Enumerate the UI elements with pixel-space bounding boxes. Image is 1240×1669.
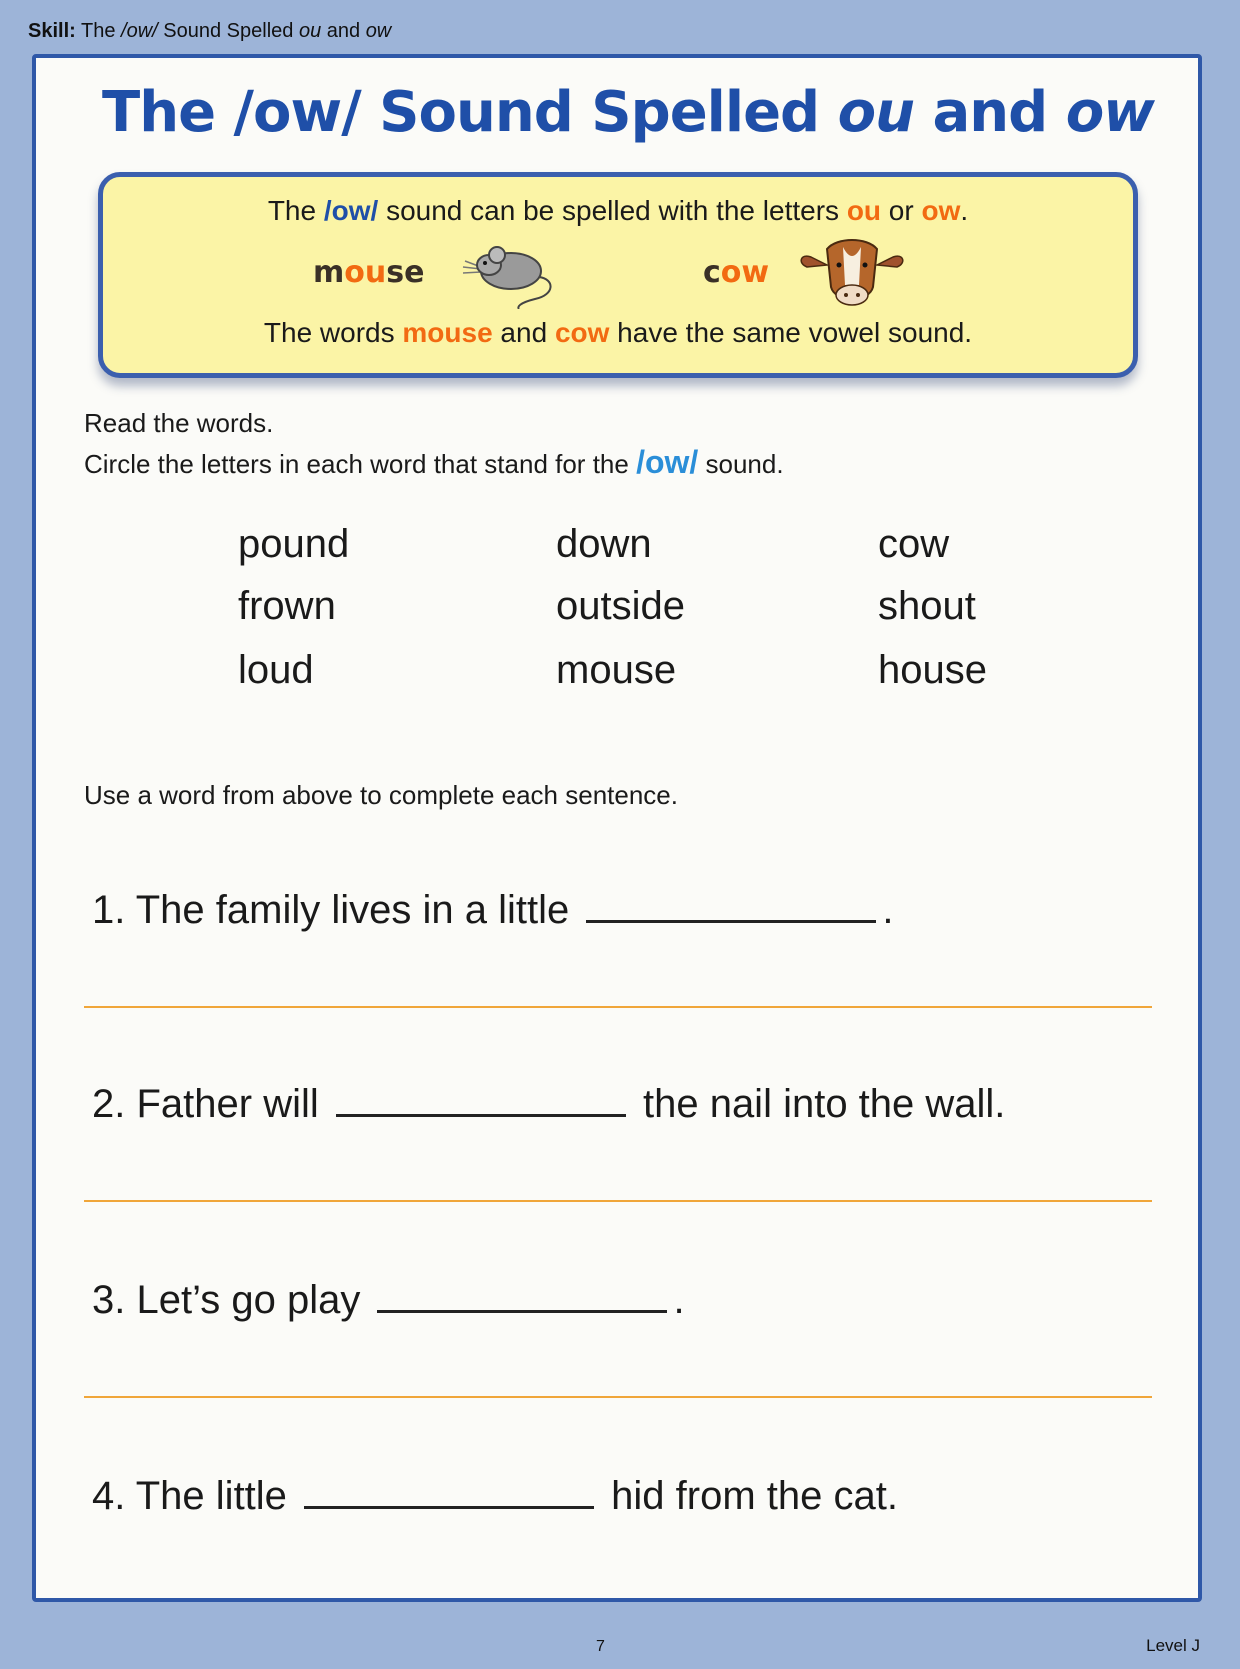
sentence-text: . <box>882 888 894 932</box>
rule-line-3 <box>103 317 1133 349</box>
skill-text: The <box>81 20 122 42</box>
word-item[interactable]: cow <box>878 522 950 566</box>
skill-and: and <box>321 20 366 42</box>
sentence-2 <box>92 1082 1005 1127</box>
skill-spelling-2: ow <box>365 20 392 42</box>
writing-line[interactable] <box>84 1006 1152 1008</box>
answer-blank[interactable] <box>336 1084 626 1117</box>
instruction-read: Read the words. <box>84 408 274 438</box>
writing-line[interactable] <box>84 1396 1152 1398</box>
instruction-text: Circle the letters in each word that stand for the <box>84 449 637 479</box>
answer-blank[interactable] <box>586 890 876 923</box>
word-item[interactable]: house <box>878 648 987 692</box>
example-text: c <box>703 255 721 290</box>
word-item[interactable]: pound <box>238 522 350 566</box>
rule-sound: /ow/ <box>323 195 379 226</box>
rule-text: or <box>881 195 922 226</box>
word-item[interactable]: loud <box>238 648 314 692</box>
example-highlight: ou <box>344 255 387 290</box>
rule-text: have the same vowel sound. <box>609 317 973 348</box>
sentence-text: 3. Let’s go play <box>92 1278 372 1322</box>
skill-spelling-1: ou <box>298 20 322 42</box>
worksheet-page <box>32 54 1202 1602</box>
writing-line[interactable] <box>84 1200 1152 1202</box>
sentence-text: 1. The family lives in a little <box>92 888 581 932</box>
skill-text-mid: Sound Spelled <box>157 20 299 42</box>
sentence-text: 4. The little <box>92 1474 299 1518</box>
instruction-use: Use a word from above to complete each sentence. <box>84 780 678 810</box>
rule-box <box>98 172 1138 378</box>
rule-text: and <box>492 317 555 348</box>
sentence-text: . <box>673 1278 685 1322</box>
example-word-cow <box>703 255 769 290</box>
level-label: Level J <box>1146 1636 1200 1655</box>
rule-text: . <box>960 195 969 226</box>
word-item[interactable]: outside <box>556 584 685 628</box>
answer-blank[interactable] <box>304 1476 594 1509</box>
sentence-4 <box>92 1474 898 1519</box>
instruction-sound: /ow/ <box>636 444 699 480</box>
skill-header <box>28 20 391 43</box>
example-text: se <box>386 255 425 290</box>
rule-text: The words <box>263 317 403 348</box>
word-item[interactable]: mouse <box>556 648 677 692</box>
title-and: and <box>913 80 1066 145</box>
word-item[interactable]: down <box>556 522 652 566</box>
rule-line-1 <box>103 195 1133 227</box>
title-ou: ou <box>837 80 914 145</box>
rule-text: The <box>267 195 324 226</box>
instruction-text: sound. <box>698 449 784 479</box>
title-ow: ow <box>1065 80 1154 145</box>
rule-text: sound can be spelled with the letters <box>378 195 847 226</box>
rule-ow: ow <box>921 195 961 226</box>
instruction-circle <box>84 444 784 481</box>
rule-word-cow: cow <box>554 317 610 348</box>
cow-icon <box>797 233 907 313</box>
sentence-text: the nail into the wall. <box>631 1082 1006 1126</box>
page-title <box>102 80 1154 145</box>
title-main: The /ow/ Sound Spelled <box>102 80 838 145</box>
answer-blank[interactable] <box>377 1280 667 1313</box>
word-item[interactable]: shout <box>878 584 976 628</box>
mouse-icon <box>459 239 559 309</box>
skill-sound: /ow/ <box>121 20 158 42</box>
sentence-text: 2. Father will <box>92 1082 330 1126</box>
example-text: m <box>313 255 345 290</box>
sentence-text: hid from the cat. <box>600 1474 898 1518</box>
skill-label: Skill: <box>28 20 76 42</box>
word-item[interactable]: frown <box>238 584 336 628</box>
sentence-3 <box>92 1278 685 1323</box>
sentence-1 <box>92 888 893 933</box>
example-word-mouse <box>313 255 424 290</box>
rule-ou: ou <box>846 195 882 226</box>
rule-word-mouse: mouse <box>402 317 493 348</box>
example-highlight: ow <box>720 255 770 290</box>
page-number: 7 <box>596 1638 605 1655</box>
